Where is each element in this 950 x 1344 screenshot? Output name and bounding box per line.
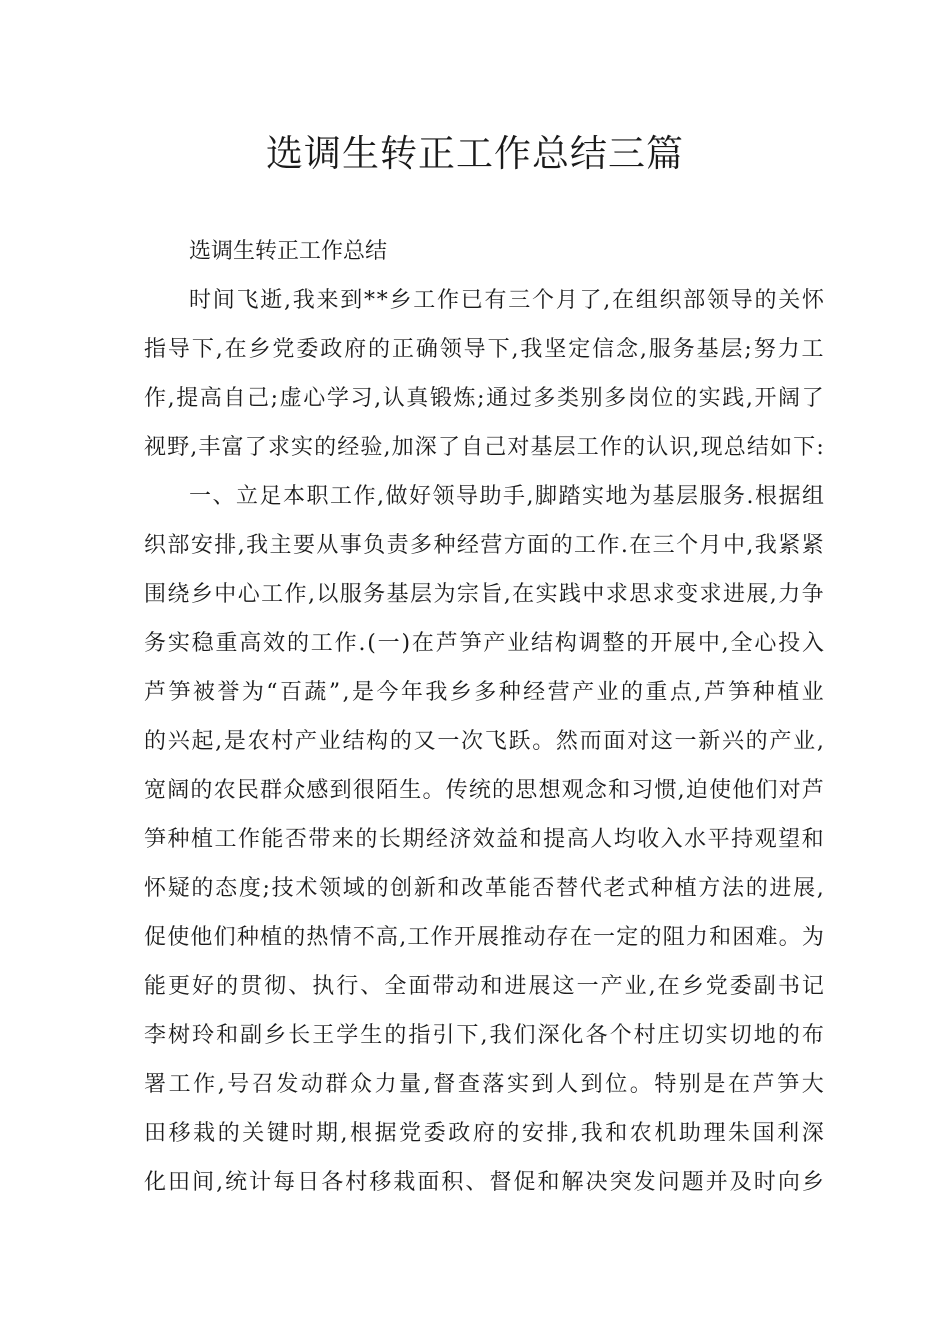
text-line: 的 兴 起 , 是 农 村 产 业 结 构 的 又 一 次 飞 跃 。 然 而 面 对 这 一 新 兴 的 产 业 ,: [144, 729, 824, 754]
text-line: 一 、 立 足 本 职 工 作 , 做 好 领 导 助 手 , 脚 踏 实 地 为 基 层 服 务 . 根 据 组: [189, 484, 824, 509]
text-line: 选调生转正工作总结: [189, 239, 388, 264]
text-line: 署 工 作 , 号 召 发 动 群 众 力 量 , 督 查 落 实 到 人 到 位 。 特 别 是 在 芦 笋 大: [144, 1072, 824, 1097]
text-line: 织 部 安 排 , 我 主 要 从 事 负 责 多 种 经 营 方 面 的 工 作 . 在 三 个 月 中 , 我 紧 紧: [144, 533, 824, 558]
text-line: 促 使 他 们 种 植 的 热 情 不 高 , 工 作 开 展 推 动 存 在 一 定 的 阻 力 和 困 难 。 为: [144, 925, 824, 950]
text-line: 作 , 提 高 自 己 ; 虚 心 学 习 , 认 真 锻 炼 ; 通 过 多 类 别 多 岗 位 的 实 践 , 开 阔 了: [144, 386, 824, 411]
text-line: 怀 疑 的 态 度 ; 技 术 领 域 的 创 新 和 改 革 能 否 替 代 老 式 种 植 方 法 的 进 展 ,: [144, 876, 824, 901]
text-line: 围 绕 乡 中 心 工 作 , 以 服 务 基 层 为 宗 旨 , 在 实 践 中 求 思 求 变 求 进 展 , 力 争: [144, 582, 824, 607]
text-line: 指 导 下 , 在 乡 党 委 政 府 的 正 确 领 导 下 , 我 坚 定 信 念 , 服 务 基 层 ; 努 力 工: [144, 337, 824, 362]
document-body: [144, 234, 824, 1214]
text-line: 芦 笋 被 誉 为 “ 百 蔬 ” , 是 今 年 我 乡 多 种 经 营 产 业 的 重 点 , 芦 笋 种 植 业: [144, 680, 824, 705]
text-line: 田 移 栽 的 关 键 时 期 , 根 据 党 委 政 府 的 安 排 , 我 和 农 机 助 理 朱 国 利 深: [144, 1121, 824, 1146]
text-line: 笋 种 植 工 作 能 否 带 来 的 长 期 经 济 效 益 和 提 高 人 均 收 入 水 平 持 观 望 和: [144, 827, 824, 852]
text-line: 时 间 飞 逝 , 我 来 到 * * 乡 工 作 已 有 三 个 月 了 , 在 组 织 部 领 导 的 关 怀: [189, 288, 824, 313]
text-line: 宽 阔 的 农 民 群 众 感 到 很 陌 生 。 传 统 的 思 想 观 念 和 习 惯 , 迫 使 他 们 对 芦: [144, 778, 824, 803]
text-line: 视 野 , 丰 富 了 求 实 的 经 验 , 加 深 了 自 己 对 基 层 工 作 的 认 识 , 现 总 结 如 下 :: [144, 435, 824, 460]
document-title: 选调生转正工作总结三篇: [266, 132, 684, 175]
text-line: 化 田 间 , 统 计 每 日 各 村 移 栽 面 积 、 督 促 和 解 决 突 发 问 题 并 及 时 向 乡: [144, 1170, 824, 1195]
text-line: 李 树 玲 和 副 乡 长 王 学 生 的 指 引 下 , 我 们 深 化 各 个 村 庄 切 实 切 地 的 布: [144, 1023, 824, 1048]
text-line: 能 更 好 的 贯 彻 、 执 行 、 全 面 带 动 和 进 展 这 一 产 业 , 在 乡 党 委 副 书 记: [144, 974, 824, 999]
text-line: 务 实 稳 重 高 效 的 工 作 . ( 一 ) 在 芦 笋 产 业 结 构 调 整 的 开 展 中 , 全 心 投 入: [144, 631, 824, 656]
